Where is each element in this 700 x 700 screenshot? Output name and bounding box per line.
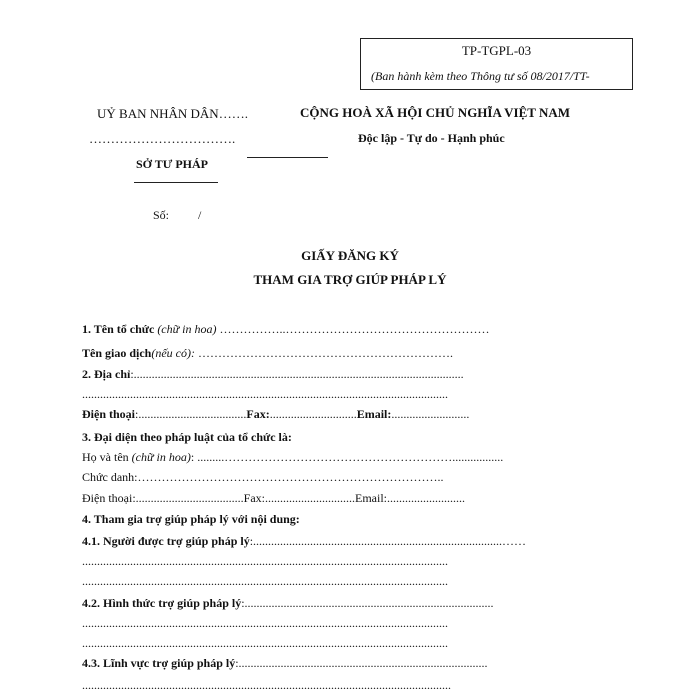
section-4-2-row [82,596,494,611]
email-field[interactable]: .......................... [391,407,470,421]
org-name-row [82,322,490,337]
section-4-3-label: 4.3. Lĩnh vực trợ giúp pháp lý [82,656,236,670]
section-4-1-line-2[interactable]: .......................................................................................................................... [82,554,448,568]
number-label: Số: [153,208,170,222]
trade-name-field[interactable]: ………………………………………………………. [195,346,453,360]
country-name: CỘNG HOÀ XÃ HỘI CHỦ NGHĨA VIỆT NAM [300,105,571,120]
committee-line: UỶ BAN NHÂN DÂN……. [97,106,248,121]
circular-reference: (Ban hành kèm theo Thông tư số 08/2017/TT- [371,69,590,83]
section-4-2-line-3[interactable]: .......................................................................................................................... [82,636,448,650]
content-heading: 4. Tham gia trợ giúp pháp lý với nội dung: [82,512,300,526]
section-4-1-row [82,534,526,549]
form-code-box [360,38,633,90]
document-title: GIẤY ĐĂNG KÝ [301,248,399,263]
org-name-field[interactable]: ……………..…………………………………………… [219,322,490,336]
section-4-3-row [82,656,488,671]
trade-name-row [82,346,453,361]
department-name: SỞ TƯ PHÁP [136,157,209,171]
form-code: TP-TGPL-03 [461,43,532,58]
email-label: Email: [356,407,392,421]
fax-label: Fax: [246,407,270,421]
fax-field[interactable]: ............................. [269,407,357,421]
rep-name-row [82,450,503,465]
trade-name-hint: (nếu có): [151,346,195,360]
trade-name-label: Tên giao dịch [82,346,152,360]
phone-field[interactable]: :.................................... [135,407,247,421]
section-4-1-field[interactable]: :...................................................................................…… [249,534,527,548]
rep-name-hint: (chữ in hoa) [131,450,191,464]
address-row [82,367,464,382]
department-underline [134,182,218,183]
contact-row [82,407,469,422]
rep-name-label: Họ và tên [82,450,129,464]
rep-title-field[interactable]: Chức danh:………………………………………………………………….. [82,470,444,484]
org-name-label: 1. Tên tổ chức [82,322,155,336]
motto-underline [247,157,328,158]
address-label: 2. Địa chỉ [82,367,131,381]
committee-line-2: ……………………………. [89,131,236,146]
number-slash: / [198,208,202,222]
phone-label: Điện thoại [82,407,136,421]
section-4-1-label: 4.1. Người được trợ giúp pháp lý [82,534,250,548]
address-field[interactable]: :.............................................................................................................. [130,367,464,381]
section-4-3-field[interactable]: :................................................................................... [235,656,488,670]
rep-contact-field[interactable]: Điện thoại:....................................Fax:..............................Email:.......................... [82,491,465,505]
document-subtitle: THAM GIA TRỢ GIÚP PHÁP LÝ [253,272,447,287]
section-4-2-field[interactable]: :................................................................................... [241,596,494,610]
section-4-2-label: 4.2. Hình thức trợ giúp pháp lý [82,596,242,610]
section-4-1-line-3[interactable]: .......................................................................................................................... [82,574,448,588]
section-4-2-line-2[interactable]: .......................................................................................................................... [82,616,448,630]
rep-name-field[interactable]: : .........…………………………………………………................. [190,450,504,464]
section-4-3-line-2[interactable]: ........................................................................................................................... [82,678,451,692]
national-motto: Độc lập - Tự do - Hạnh phúc [358,131,505,145]
org-name-hint: (chữ in hoa) [157,322,217,336]
representative-heading: 3. Đại diện theo pháp luật của tổ chức là: [82,430,292,444]
address-field-line-2[interactable]: .......................................................................................................................... [82,387,448,401]
